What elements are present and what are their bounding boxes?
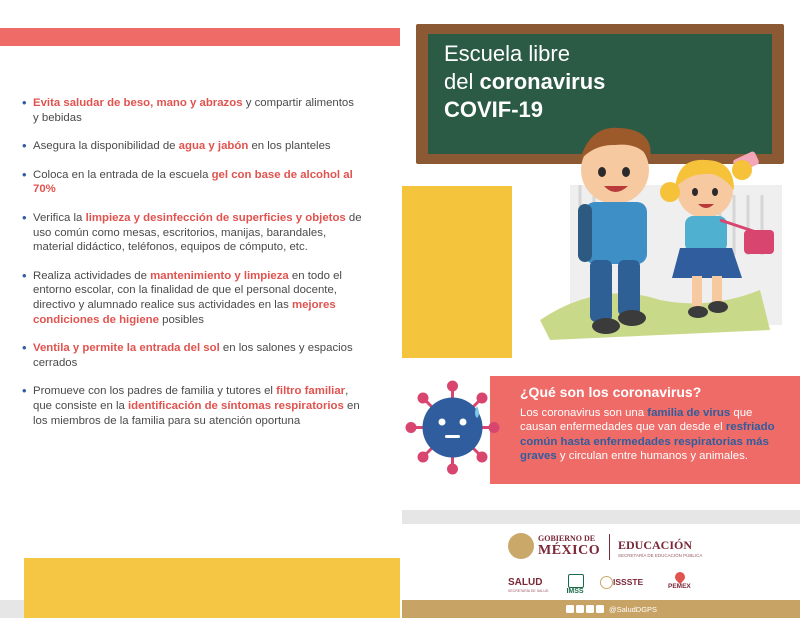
recommendation-item: • Evita saludar de beso, mano y abrazos y compartir alimentos y bebidas: [22, 96, 362, 125]
recommendation-item: • Verifica la limpieza y desinfección de superficies y objetos de uso común como mesas, escritorios, manijas, barandales, material didáctico, teléfonos, equipos de cómputo, etc.: [22, 211, 362, 255]
facebook-icon[interactable]: [566, 605, 574, 613]
issste-seal-icon: [600, 576, 613, 589]
recommendation-item: • Ventila y permite la entrada del sol en los salones y espacios cerrados: [22, 341, 362, 370]
recommendation-item: • Coloca en la entrada de la escuela gel con base de alcohol al 70%: [22, 168, 362, 197]
youtube-icon[interactable]: [596, 605, 604, 613]
mexico-label: MÉXICO: [538, 543, 601, 558]
gobierno-label: GOBIERNO DE: [538, 534, 596, 543]
children-illustration: [520, 100, 790, 350]
logo-divider: [609, 534, 610, 560]
twitter-icon[interactable]: [576, 605, 584, 613]
gobierno-seal-icon: [508, 533, 534, 559]
educacion-sublabel: SECRETARÍA DE EDUCACIÓN PÚBLICA: [618, 553, 703, 558]
left-bottom-gray-strip: [0, 600, 24, 618]
info-title: ¿Qué son los coronavirus?: [520, 384, 702, 400]
educacion-label: EDUCACIÓN: [618, 538, 693, 552]
board-title-line2: del coronavirus: [444, 69, 606, 94]
imss-logo: IMSS: [566, 588, 584, 595]
salud-logo: SALUD: [508, 577, 543, 588]
imss-emblem-icon: [568, 574, 584, 588]
yellow-accent-panel: [402, 186, 512, 358]
board-title-line1: Escuela libre: [444, 41, 570, 66]
virus-icon: [405, 380, 500, 475]
issste-logo: ISSSTE: [613, 577, 644, 587]
info-body: Los coronavirus son una familia de virus que causan enfermedades que van desde el resfriado común hasta enfermedades respiratorias más graves y circulan entre humanos y animales.: [520, 407, 775, 463]
recommendation-list: [22, 96, 362, 442]
salud-sublabel: SECRETARÍA DE SALUD: [508, 589, 549, 593]
pemex-emblem-icon: [673, 570, 687, 584]
board-title-line3: COVIF-19: [444, 97, 544, 122]
left-bottom-yellow-block: [24, 558, 400, 618]
social-row: [566, 603, 657, 615]
recommendation-item: • Asegura la disponibilidad de agua y jabón en los planteles: [22, 139, 362, 154]
recommendation-item: • Promueve con los padres de familia y tutores el filtro familiar, que consiste en la identificación de síntomas respiratorios en los miembros de la familia para su atención oportuna: [22, 384, 362, 428]
instagram-icon[interactable]: [586, 605, 594, 613]
left-top-bar: [0, 28, 400, 46]
footer-gray-band: [402, 510, 800, 524]
recommendation-item: • Realiza actividades de mantenimiento y limpieza en todo el entorno escolar, con la finalidad de que el personal docente, directivo y alumnado realice sus actividades en las mejores condiciones de higiene posibles: [22, 269, 362, 327]
social-handle[interactable]: @SaludDGPS: [609, 604, 658, 614]
pemex-logo: PEMEX: [668, 583, 691, 590]
